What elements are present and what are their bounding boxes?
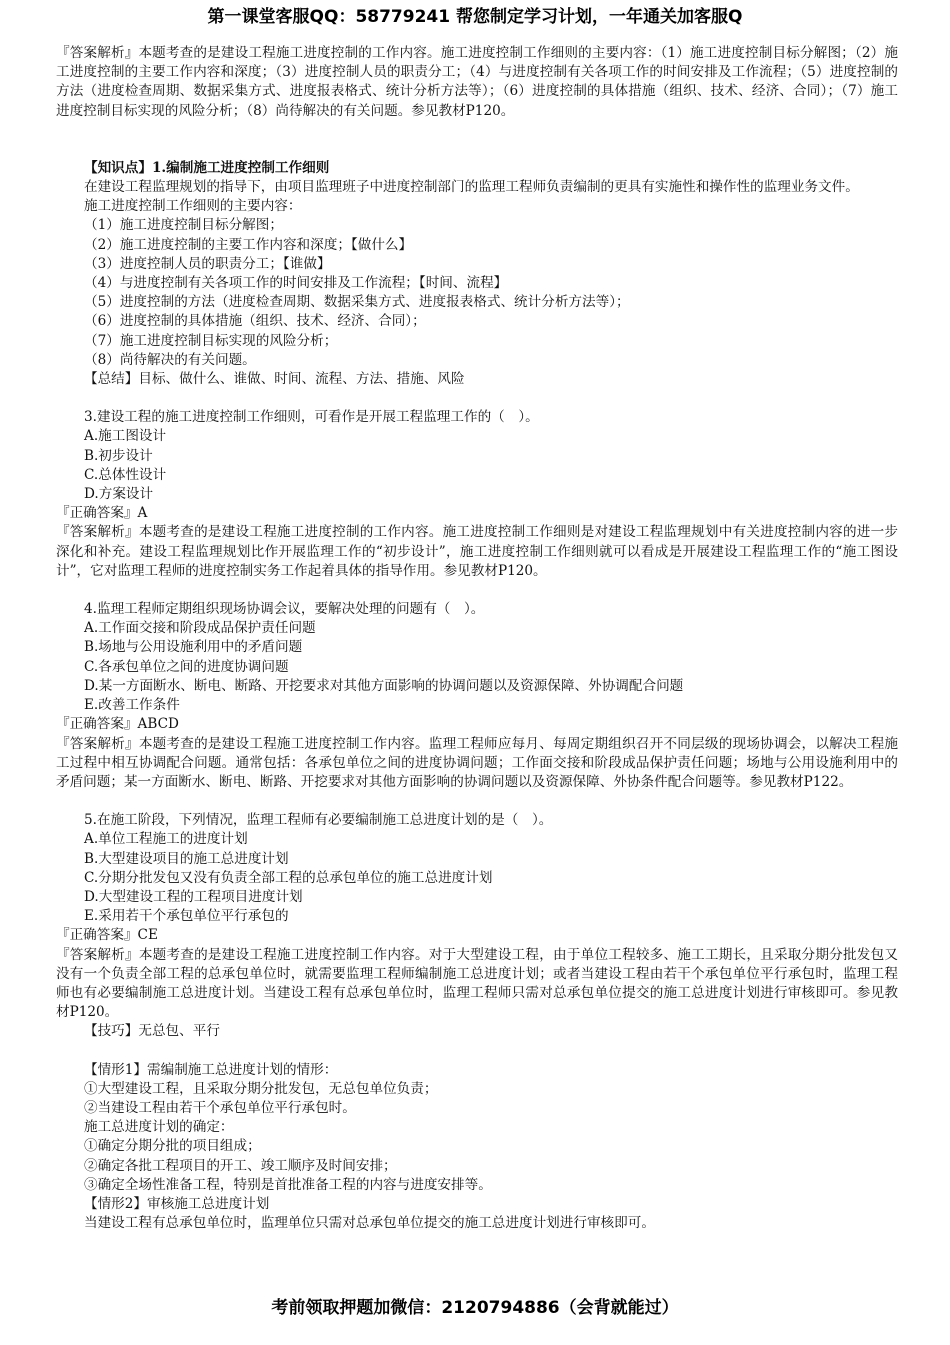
question-option: E.采用若干个承包单位平行承包的 — [84, 908, 289, 925]
knowledge-paragraph: 在建设工程监理规划的指导下，由项目监理班子中进度控制部门的监理工程师负责编制的更具有实施性和操作性的监理业务文件。 — [84, 179, 859, 196]
footer-banner: 考前领取押题加微信：2120794886（会背就能过） — [271, 1298, 679, 1318]
situation-2-text: 当建设工程有总承包单位时，监理单位只需对总承包单位提交的施工总进度计划进行审核即可。 — [84, 1215, 655, 1232]
question-option: A.工作面交接和阶段成品保护责任问题 — [84, 620, 316, 637]
question-option: B.场地与公用设施利用中的矛盾问题 — [84, 639, 303, 656]
determine-title: 施工总进度计划的确定： — [84, 1119, 234, 1136]
knowledge-list-intro: 施工进度控制工作细则的主要内容： — [84, 198, 302, 215]
question-4-stem: 4.监理工程师定期组织现场协调会议，要解决处理的问题有（ ）。 — [84, 601, 485, 618]
question-5-answer: 『正确答案』CE — [56, 927, 158, 944]
question-option: C.各承包单位之间的进度协调问题 — [84, 658, 289, 675]
question-option: B.初步设计 — [84, 447, 153, 464]
question-option: D.方案设计 — [84, 486, 154, 503]
question-option: A.施工图设计 — [84, 428, 167, 445]
knowledge-item: （8）尚待解决的有关问题。 — [84, 351, 256, 368]
knowledge-summary: 【总结】目标、做什么、谁做、时间、流程、方法、措施、风险 — [84, 371, 465, 388]
question-option: D.大型建设工程的工程项目进度计划 — [84, 888, 303, 905]
question-4-answer: 『正确答案』ABCD — [56, 716, 179, 733]
situation-1-title: 【情形1】需编制施工总进度计划的情形： — [84, 1061, 338, 1078]
document-body — [56, 44, 898, 1233]
knowledge-item: （2）施工进度控制的主要工作内容和深度；【做什么】 — [84, 236, 413, 253]
question-option: A.单位工程施工的进度计划 — [84, 831, 248, 848]
question-option: B.大型建设项目的施工总进度计划 — [84, 850, 289, 867]
question-option: C.分期分批发包又没有负责全部工程的总承包单位的施工总进度计划 — [84, 869, 493, 886]
knowledge-item: （3）进度控制人员的职责分工；【谁做】 — [84, 255, 331, 272]
situation-item: ②当建设工程由若干个承包单位平行承包时。 — [84, 1099, 356, 1116]
question-option: C.总体性设计 — [84, 466, 167, 483]
question-3-analysis: 『答案解析』本题考查的是建设工程施工进度控制的工作内容。施工进度控制工作细则是对建设工程监理规划中有关进度控制内容的进一步深化和补充。建设工程监理规划比作开展监理工作的“初步设计”，施工进度控制工作细则就可以看成是开展建设工程监理工作的“施工图设计”，它对监理工程师的进度控制实务工作起着具体的指导作用。参见教材P120。 — [56, 524, 898, 579]
knowledge-title: 【知识点】1.编制施工进度控制工作细则 — [84, 159, 330, 176]
knowledge-item: （4）与进度控制有关各项工作的时间安排及工作流程；【时间、流程】 — [84, 275, 508, 292]
knowledge-item: （7）施工进度控制目标实现的风险分析； — [84, 332, 338, 349]
situation-item: ①大型建设工程，且采取分期分批发包，无总包单位负责； — [84, 1080, 438, 1097]
question-3-answer: 『正确答案』A — [56, 505, 148, 522]
knowledge-item: （6）进度控制的具体措施（组织、技术、经济、合同）； — [84, 313, 426, 330]
situation-2-title: 【情形2】审核施工总进度计划 — [84, 1195, 270, 1212]
question-5-analysis: 『答案解析』本题考查的是建设工程施工进度控制工作内容。对于大型建设工程，由于单位工程较多、施工工期长，且采取分期分批发包又没有一个负责全部工程的总承包单位时，就需要监理工程师编制施工总进度计划；或者当建设工程由若干个承包单位平行承包时，监理工程师也有必要编制施工总进度计划。当建设工程有总承包单位时，监理工程师只需对总承包单位提交的施工总进度计划进行审核即可。参见教材P120。 — [56, 946, 898, 1021]
question-5-tip: 【技巧】无总包、平行 — [84, 1023, 220, 1040]
intro-analysis: 『答案解析』本题考查的是建设工程施工进度控制的工作内容。施工进度控制工作细则的主要内容：（1）施工进度控制目标分解图；（2）施工进度控制的主要工作内容和深度；（3）进度控制人员的职责分工；（4）与进度控制有关各项工作的时间安排及工作流程；（5）进度控制的方法（进度检查周期、数据采集方式、进度报表格式、统计分析方法等）；（6）进度控制的具体措施（组织、技术、经济、合同）；（7）施工进度控制目标实现的风险分析；（8）尚待解决的有关问题。参见教材P120。 — [56, 45, 898, 119]
question-3-stem: 3.建设工程的施工进度控制工作细则，可看作是开展工程监理工作的（ ）。 — [84, 409, 539, 426]
question-option: E.改善工作条件 — [84, 697, 180, 714]
determine-item: ①确定分期分批的项目组成； — [84, 1138, 261, 1155]
question-option: D.某一方面断水、断电、断路、开挖要求对其他方面影响的协调问题以及资源保障、外协调配合问题 — [84, 677, 684, 694]
knowledge-item: （1）施工进度控制目标分解图； — [84, 217, 283, 234]
knowledge-item: （5）进度控制的方法（进度检查周期、数据采集方式、进度报表格式、统计分析方法等）； — [84, 294, 630, 311]
determine-item: ②确定各批工程项目的开工、竣工顺序及时间安排； — [84, 1157, 397, 1174]
question-4-analysis: 『答案解析』本题考查的是建设工程施工进度控制工作内容。监理工程师应每月、每周定期组织召开不同层级的现场协调会，以解决工程施工过程中相互协调配合问题。通常包括：各承包单位之间的进度协调问题；工作面交接和阶段成品保护责任问题；场地与公用设施利用中的矛盾问题；某一方面断水、断电、断路、开挖要求对其他方面影响的协调问题以及资源保障、外协条件配合问题等。参见教材P122。 — [56, 735, 898, 790]
determine-item: ③确定全场性准备工程，特别是首批准备工程的内容与进度安排等。 — [84, 1176, 492, 1193]
header-banner: 第一课堂客服QQ：58779241 帮您制定学习计划，一年通关加客服Q — [207, 7, 743, 27]
question-5-stem: 5.在施工阶段，下列情况，监理工程师有必要编制施工总进度计划的是（ ）。 — [84, 812, 553, 829]
